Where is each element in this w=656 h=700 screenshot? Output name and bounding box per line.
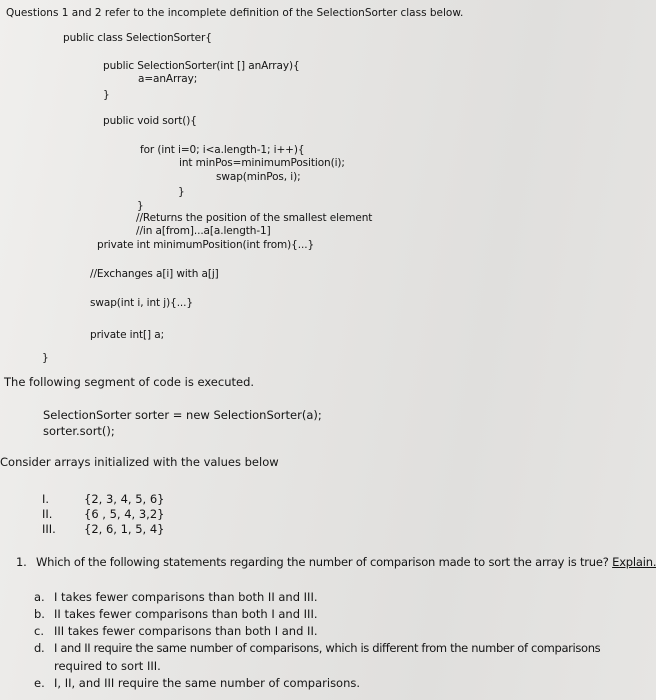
option-label: a. [34,590,45,604]
code-class-close: } [42,352,49,364]
code-sort-decl: public void sort(){ [103,115,197,127]
answer-option [34,592,318,604]
code-for-line: for (int i=0; i<a.length-1; i++){ [140,144,305,156]
code-swap-line: swap(minPos, i); [216,171,301,183]
question-explain: Explain. [612,555,656,569]
code-class-decl: public class SelectionSorter{ [63,32,212,44]
code-minpos-decl: private int minimumPosition(int from){...} [97,239,315,251]
answer-option [34,626,318,638]
option-text: I, II, and III require the same number of comparisons. [54,676,361,690]
array-item [42,509,164,521]
code-ctor-body: a=anArray; [138,73,198,85]
option-text: II takes fewer comparisons than both I and III. [54,607,318,621]
array-item [42,524,164,536]
answer-option [34,643,600,655]
segment-line-1: SelectionSorter sorter = new SelectionSorter(a); [43,408,322,422]
question-number: 1. [16,555,27,569]
code-min-line: int minPos=minimumPosition(i); [179,157,345,169]
code-for-close: } [178,186,185,198]
answer-option-continuation [54,661,161,673]
segment-intro: The following segment of code is executed. [4,375,255,389]
array-label: III. [42,522,56,536]
code-field-decl: private int[] a; [90,329,165,341]
arrays-intro: Consider arrays initialized with the values below [0,455,279,469]
array-label: II. [42,507,53,521]
code-sort-close: } [137,200,144,212]
segment-line-2: sorter.sort(); [43,424,115,438]
code-swap-decl: swap(int i, int j){...} [90,297,193,309]
array-values: {2, 6, 1, 5, 4} [84,522,165,536]
code-ctor-decl: public SelectionSorter(int [] anArray){ [103,60,300,72]
array-label: I. [42,492,50,506]
array-item [42,494,164,506]
option-text: III takes fewer comparisons than both I and II. [54,624,318,638]
question-1 [16,557,656,569]
question-text: Which of the following statements regarding the number of comparison made to sort the array is true? [36,555,613,569]
array-values: {2, 3, 4, 5, 6} [84,492,165,506]
option-label: c. [34,624,44,638]
option-text: I takes fewer comparisons than both II and III. [54,590,318,604]
answer-option [34,678,360,690]
answer-option [34,609,318,621]
option-label: d. [34,641,45,655]
option-text: required to sort III. [54,659,161,673]
code-ctor-close: } [103,89,110,101]
option-text: I and II require the same number of comparisons, which is different from the number of comparisons [54,641,601,655]
code-comment-range: //in a[from]...a[a.length-1] [136,225,271,237]
intro-text: Questions 1 and 2 refer to the incomplete definition of the SelectionSorter class below. [6,7,464,19]
array-values: {6 , 5, 4, 3,2} [84,507,165,521]
code-comment-exchanges: //Exchanges a[i] with a[j] [90,268,219,280]
option-label: e. [34,676,45,690]
option-label: b. [34,607,45,621]
code-comment-returns: //Returns the position of the smallest element [136,212,373,224]
